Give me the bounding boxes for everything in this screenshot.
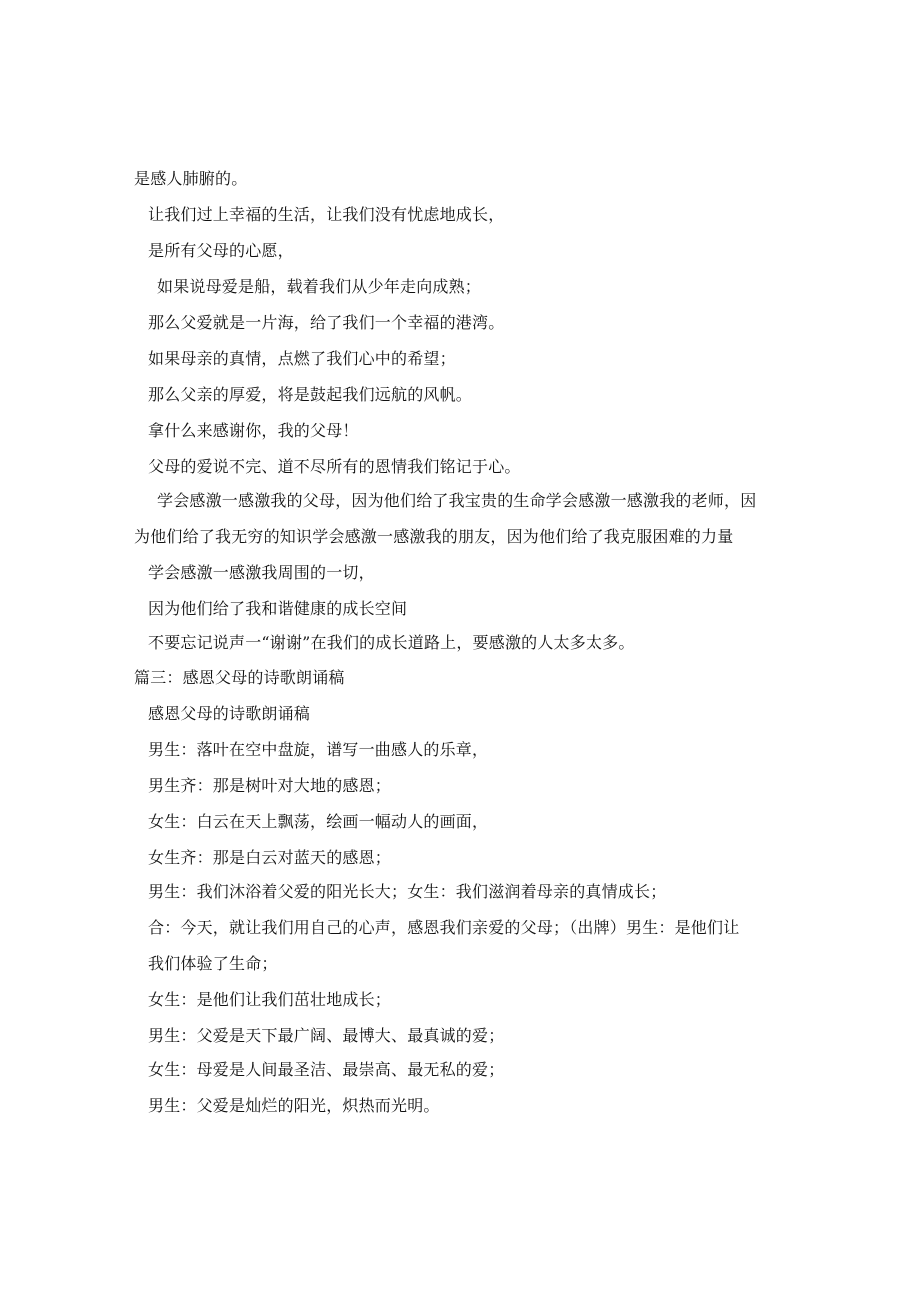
text-line-22: 合：今天，就让我们用自己的心声，感恩我们亲爱的父母；（出牌）男生：是他们让	[148, 918, 740, 937]
section-heading: 篇三：感恩父母的诗歌朗诵稿	[134, 668, 345, 687]
text-line-6: 如果母亲的真情，点燃了我们心中的希望；	[148, 349, 456, 368]
text-line-27: 男生：父爱是灿烂的阳光，炽热而光明。	[148, 1096, 440, 1115]
text-line-1: 是感人肺腑的。	[134, 169, 248, 188]
text-line-9: 父母的爱说不完、道不尽所有的恩情我们铭记于心。	[148, 457, 521, 476]
text-line-13: 因为他们给了我和谐健康的成长空间	[148, 599, 408, 618]
text-line-7: 那么父亲的厚爱，将是鼓起我们远航的风帆。	[148, 385, 473, 404]
text-line-21: 男生：我们沐浴着父爱的阳光长大；女生：我们滋润着母亲的真情成长；	[148, 882, 667, 901]
text-line-19: 女生：白云在天上飘荡，绘画一幅动人的画面，	[148, 812, 489, 831]
text-line-14: 不要忘记说声一“谢谢”在我们的成长道路上，要感激的人太多太多。	[148, 633, 635, 652]
text-line-18: 男生齐：那是树叶对大地的感恩；	[148, 776, 392, 795]
text-line-12: 学会感激一感激我周围的一切，	[148, 563, 375, 582]
text-line-17: 男生：落叶在空中盘旋，谱写一曲感人的乐章，	[148, 740, 489, 759]
text-line-4: 如果说母爱是船，载着我们从少年走向成熟；	[157, 277, 482, 296]
text-line-10: 学会感激一感激我的父母，因为他们给了我宝贵的生命学会感激一感激我的老师，因	[157, 491, 757, 510]
text-line-2: 让我们过上幸福的生活，让我们没有忧虑地成长，	[148, 205, 505, 224]
text-line-25: 男生：父爱是天下最广阔、最博大、最真诚的爱；	[148, 1026, 505, 1045]
text-line-11: 为他们给了我无穷的知识学会感激一感激我的朋友，因为他们给了我克服困难的力量	[134, 527, 734, 546]
text-line-3: 是所有父母的心愿，	[148, 241, 294, 260]
text-line-24: 女生：是他们让我们茁壮地成长；	[148, 990, 392, 1009]
text-line-8: 拿什么来感谢你，我的父母！	[148, 421, 359, 440]
text-line-26: 女生：母爱是人间最圣洁、最崇高、最无私的爱；	[148, 1060, 505, 1079]
text-line-16: 感恩父母的诗歌朗诵稿	[148, 704, 311, 723]
text-line-20: 女生齐：那是白云对蓝天的感恩；	[148, 848, 392, 867]
text-line-23: 我们体验了生命；	[148, 954, 278, 973]
text-line-5: 那么父爱就是一片海，给了我们一个幸福的港湾。	[148, 313, 505, 332]
